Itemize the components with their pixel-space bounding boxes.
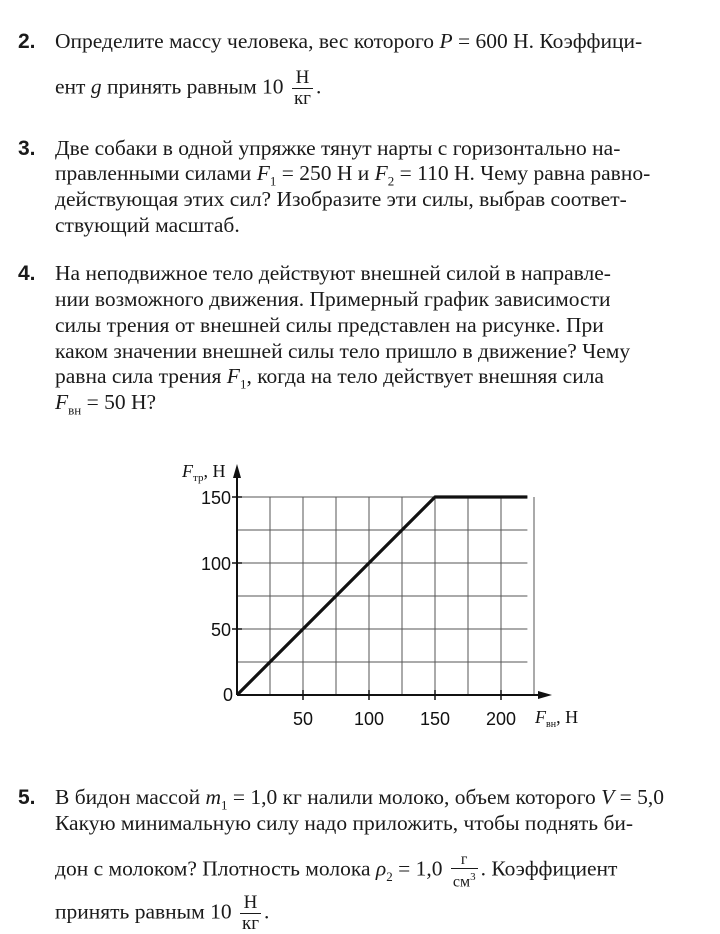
x-tick-label: 200 (485, 709, 517, 729)
problem-4-line-3: силы трения от внешней силы представлен на рисунке. При (55, 313, 604, 337)
unit-fraction: $\frac{Н}{кг}$ (293, 67, 311, 109)
problem-number: 3. (18, 137, 36, 160)
problem-number: 4. (18, 262, 36, 285)
x-axis-label: $F_{вн}$, Н (535, 707, 579, 730)
problem-3-line-3: действующая этих сил? Изобразите эти силы, выбрав соответ- (55, 187, 627, 211)
problem-5-line-1: В бидон массой $m_1 = 1,0$ кг налили молоко, объем которого V = 5,0 (55, 785, 665, 813)
unit-fraction: $\frac{Н}{кг}$ (241, 892, 260, 934)
problem-4-line-2: нии возможного движения. Примерный график зависимости (55, 287, 611, 311)
x-tick-label: 100 (353, 709, 385, 729)
problem-5-line-3: дон с молоком? Плотность молока $\rho_2 = 1,0$ $\frac{г}{см^3}$ . Коэффициент (55, 851, 618, 891)
y-axis-label: $F_{тр}$, Н (182, 461, 226, 484)
x-tick-label: 50 (292, 709, 314, 729)
problem-4-line-5: равна сила трения $F_1$, когда на тело действует внешняя сила (55, 364, 604, 392)
problem-5-line-4: принять равным 10 $\frac{Н}{кг}$ . (55, 892, 270, 934)
problem-5-line-2: Какую минимальную силу надо приложить, чтобы поднять би- (55, 811, 634, 835)
x-tick-label: 150 (419, 709, 451, 729)
problem-4-line-6: $F_{вн} = 50$ Н? (55, 390, 157, 418)
problem-4-line-1: На неподвижное тело действуют внешней силой в направле- (55, 261, 611, 285)
x-axis-arrow (538, 691, 552, 699)
y-tick-label: 150 (200, 488, 231, 508)
problem-2-line-2: ент g принять равным 10 $\frac{Н}{кг}$ . (55, 67, 322, 109)
problem-3-line-4: ствующий масштаб. (55, 213, 240, 237)
density-unit-fraction: $\frac{г}{см^3}$ (452, 851, 476, 891)
y-tick-label: 100 (200, 554, 231, 574)
problem-2-line-1: Определите массу человека, вес которого P = 600 Н. Коэффици- (55, 29, 643, 53)
problem-3-line-2: правленными силами $F_1 = 250$ Н и $F_2 = 110$ Н. Чему равна равно- (55, 161, 651, 189)
problem-number: 2. (18, 30, 36, 53)
y-tick-label: 50 (210, 620, 231, 640)
problem-4-line-4: каком значении внешней силы тело пришло в движение? Чему (55, 339, 631, 363)
y-axis-arrow (233, 464, 241, 478)
origin-label: 0 (222, 685, 233, 705)
problem-3-line-1: Две собаки в одной упряжке тянут нарты с горизонтально на- (55, 136, 621, 160)
problem-number: 5. (18, 786, 36, 809)
